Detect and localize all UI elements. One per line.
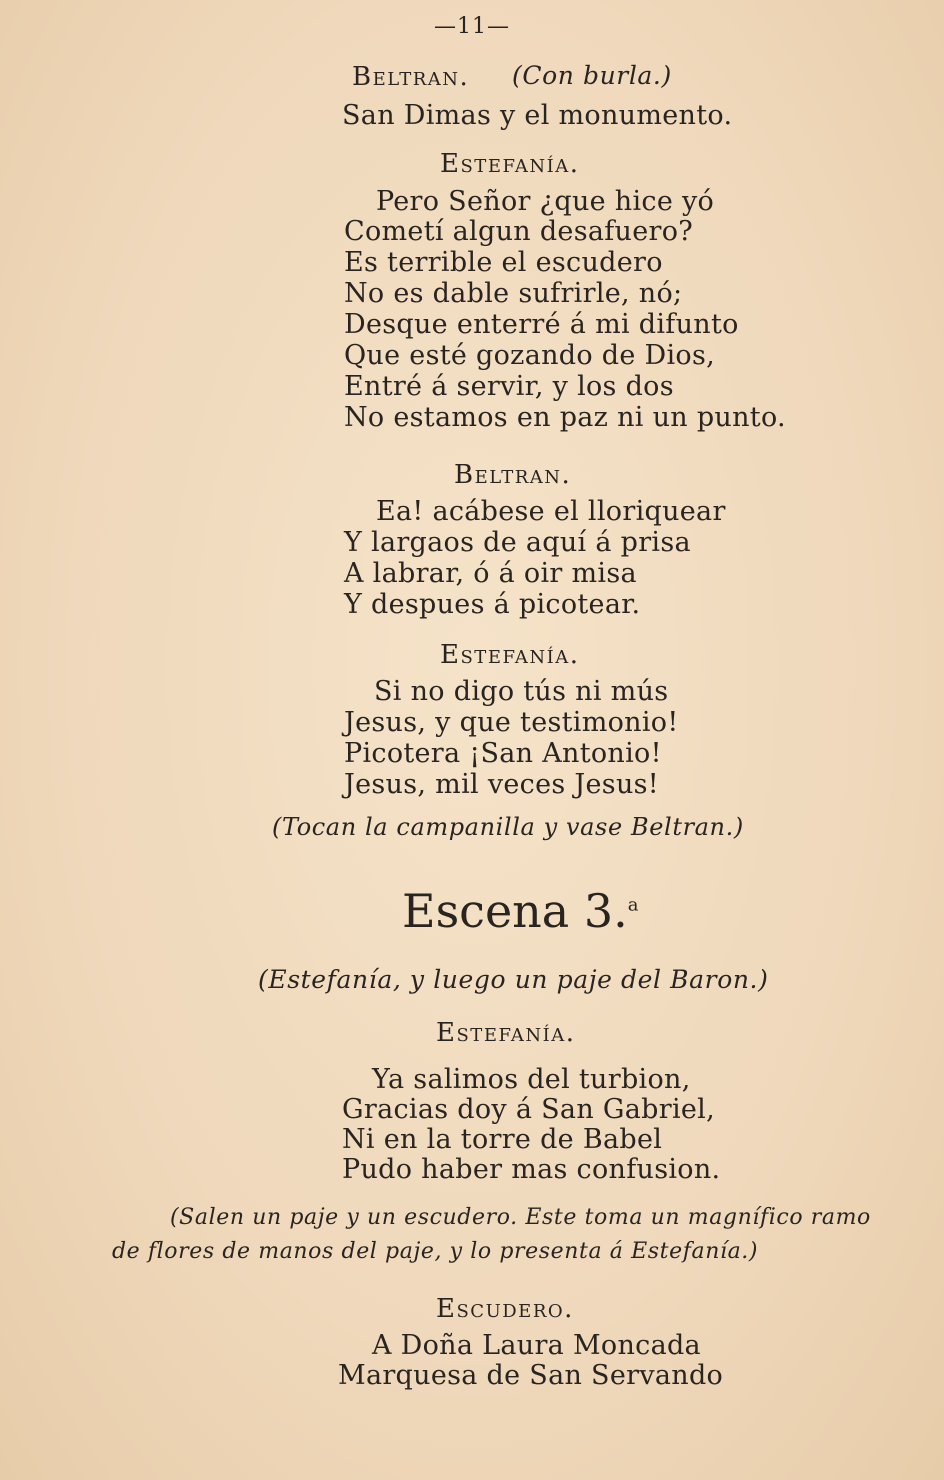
verse-line: Desque enterré á mi difunto [344,309,739,340]
speaker-escudero: Escudero. [436,1294,574,1324]
verse-line: No estamos en paz ni un punto. [344,402,786,433]
verse-line: Jesus, mil veces Jesus! [344,769,659,800]
speaker-beltran: Beltran. [454,460,572,490]
verse-line: No es dable sufrirle, nó; [344,278,683,309]
verse-line: Es terrible el escudero [344,247,663,278]
stage-direction: (Salen un paje y un escudero. Este toma un magnífico ramo [170,1205,871,1230]
scene-heading: Escena 3.$^a$ [402,884,639,938]
verse-line: Ni en la torre de Babel [342,1124,663,1155]
verse-line: A labrar, ó á oir misa [344,558,637,589]
verse-line: Gracias doy á San Gabriel, [342,1094,715,1125]
verse-line: Si no digo tús ni mús [374,676,669,707]
stage-direction: (Tocan la campanilla y vase Beltran.) [272,813,744,841]
verse-line: Jesus, y que testimonio! [344,707,679,738]
verse-line: Pudo haber mas confusion. [342,1154,721,1185]
speaker-beltran: Beltran. [352,62,470,92]
speaker-estefania: Estefanía. [436,1018,576,1048]
verse-line: Pero Señor ¿que hice yó [376,186,715,217]
verse-line: Ea! acábese el lloriquear [376,496,726,527]
verse-line: Marquesa de San Servando [338,1360,724,1391]
verse-line: Y largaos de aquí á prisa [344,527,691,558]
verse-line: Y despues á picotear. [344,589,641,620]
verse-line: Cometí algun desafuero? [344,216,694,247]
page-number: —11— [434,14,510,39]
stage-direction: (Con burla.) [512,61,672,90]
verse-line: Ya salimos del turbion, [372,1064,691,1095]
speaker-estefania: Estefanía. [440,640,580,670]
speaker-estefania: Estefanía. [440,149,580,179]
verse-line: Entré á servir, y los dos [344,371,674,402]
stage-direction: de flores de manos del paje, y lo presenta á Estefanía.) [112,1239,759,1264]
scene-direction: (Estefanía, y luego un paje del Baron.) [258,965,769,994]
verse-line: A Doña Laura Moncada [372,1330,701,1361]
verse-line: Picotera ¡San Antonio! [344,738,662,769]
verse-line: San Dimas y el monumento. [342,100,733,131]
verse-line: Que esté gozando de Dios, [344,340,716,371]
